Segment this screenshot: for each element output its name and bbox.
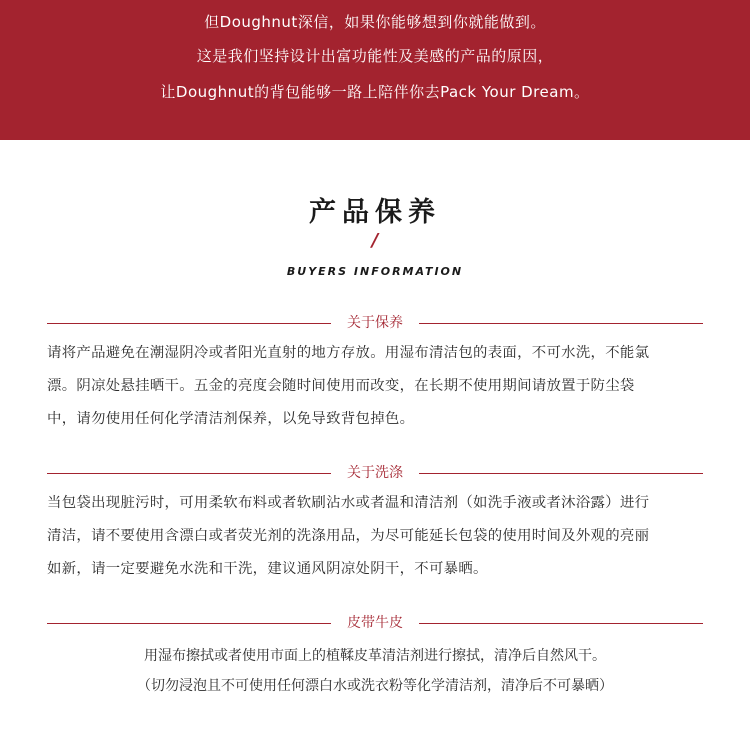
divider-rule-right <box>419 323 703 324</box>
divider-rule-right <box>419 623 703 624</box>
section-text-washing <box>47 487 705 586</box>
paragraph-line: 漂。阴凉处悬挂晒干。五金的亮度会随时间使用而改变，在长期不使用期间请放置于防尘袋 <box>47 378 635 394</box>
section-divider-washing <box>47 463 703 483</box>
title-slash-ornament: / <box>371 230 379 251</box>
section-heading-care: 关于保养 <box>347 315 403 331</box>
leather-care-line-2: （切勿浸泡且不可使用任何漂白水或洗衣粉等化学清洁剂，清净后不可暴晒） <box>137 678 613 694</box>
banner-line-2: 这是我们坚持设计出富功能性及美感的产品的原因， <box>196 47 554 65</box>
page-title: 产品保养 <box>309 197 441 228</box>
brand-banner <box>0 0 750 140</box>
paragraph-line: 中，请勿使用任何化学清洁剂保养，以免导致背包掉色。 <box>47 411 415 427</box>
section-heading-washing: 关于洗涤 <box>347 465 403 481</box>
paragraph-line: 如新，请一定要避免水洗和干洗，建议通风阴凉处阴干，不可暴晒。 <box>47 561 488 577</box>
divider-rule-right <box>419 473 703 474</box>
paragraph-line: 请将产品避免在潮湿阴冷或者阳光直射的地方存放。用湿布清洁包的表面，不可水洗，不能氯 <box>47 345 650 361</box>
paragraph-line: 当包袋出现脏污时，可用柔软布料或者软刷沾水或者温和清洁剂（如洗手液或者沐浴露）进行 <box>47 495 650 511</box>
leather-care-line-1: 用湿布擦拭或者使用市面上的植鞣皮革清洁剂进行擦拭，清净后自然风干。 <box>144 648 606 664</box>
section-heading-leather: 皮带牛皮 <box>347 615 403 631</box>
section-divider-leather <box>47 613 703 633</box>
paragraph-line: 清洁，请不要使用含漂白或者荧光剂的洗涤用品，为尽可能延长包袋的使用时间及外观的亮丽 <box>47 528 650 544</box>
banner-line-1: 但Doughnut深信，如果你能够想到你就能做到。 <box>204 13 546 31</box>
banner-line-3: 让Doughnut的背包能够一路上陪伴你去Pack Your Dream。 <box>160 83 590 101</box>
section-text-care <box>47 337 705 436</box>
page-subtitle: BUYERS INFORMATION <box>286 265 464 278</box>
section-divider-care <box>47 313 703 333</box>
